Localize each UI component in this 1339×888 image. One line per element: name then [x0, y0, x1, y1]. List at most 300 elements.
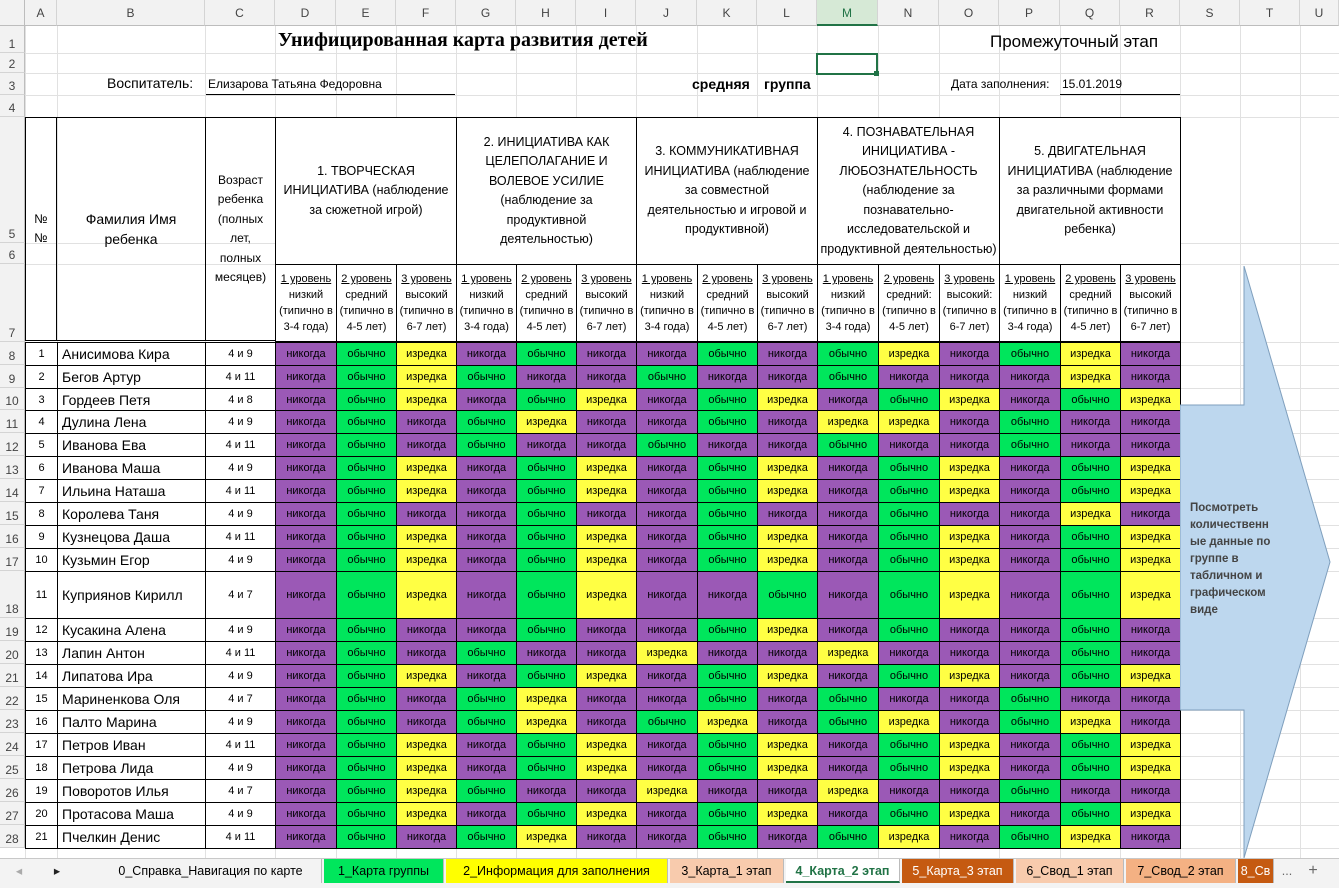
- observation-cell[interactable]: изредка: [939, 664, 1000, 688]
- observation-cell[interactable]: никогда: [1120, 502, 1181, 526]
- row-number-cell[interactable]: 5: [25, 433, 58, 457]
- observation-cell[interactable]: никогда: [757, 365, 818, 389]
- sheet-tab[interactable]: 6_Свод_1 этап: [1016, 859, 1124, 883]
- column-header-m[interactable]: M: [817, 0, 878, 26]
- observation-cell[interactable]: изредка: [817, 779, 879, 803]
- observation-cell[interactable]: изредка: [1120, 571, 1181, 619]
- observation-cell[interactable]: изредка: [1120, 479, 1181, 503]
- observation-cell[interactable]: обычно: [878, 571, 940, 619]
- row-header[interactable]: 9: [0, 365, 25, 388]
- observation-cell[interactable]: никогда: [636, 756, 698, 780]
- row-header[interactable]: 10: [0, 388, 25, 410]
- observation-cell[interactable]: никогда: [636, 410, 698, 434]
- row-header[interactable]: 20: [0, 641, 25, 664]
- observation-cell[interactable]: изредка: [1120, 388, 1181, 411]
- arrow-text-line[interactable]: группе в: [1190, 553, 1239, 565]
- observation-cell[interactable]: обычно: [697, 548, 758, 572]
- observation-cell[interactable]: обычно: [456, 687, 517, 711]
- row-header[interactable]: 14: [0, 479, 25, 502]
- observation-cell[interactable]: изредка: [396, 365, 457, 389]
- observation-cell[interactable]: обычно: [697, 479, 758, 503]
- column-header-s[interactable]: S: [1180, 0, 1240, 26]
- column-header-o[interactable]: O: [939, 0, 999, 26]
- observation-cell[interactable]: никогда: [456, 756, 517, 780]
- observation-cell[interactable]: изредка: [757, 733, 818, 757]
- observation-cell[interactable]: обычно: [456, 710, 517, 734]
- observation-cell[interactable]: обычно: [336, 388, 397, 411]
- observation-cell[interactable]: обычно: [336, 525, 397, 549]
- observation-cell[interactable]: никогда: [275, 687, 337, 711]
- observation-cell[interactable]: обычно: [516, 733, 577, 757]
- observation-cell[interactable]: обычно: [336, 641, 397, 665]
- observation-cell[interactable]: изредка: [878, 410, 940, 434]
- child-name-cell[interactable]: Липатова Ира: [57, 664, 206, 688]
- observation-cell[interactable]: изредка: [757, 479, 818, 503]
- sheet-tab[interactable]: 5_Карта_3 этап: [902, 859, 1014, 883]
- observation-cell[interactable]: никогда: [1120, 618, 1181, 642]
- observation-cell[interactable]: никогда: [275, 618, 337, 642]
- observation-cell[interactable]: изредка: [939, 525, 1000, 549]
- observation-cell[interactable]: никогда: [396, 825, 457, 849]
- row-header[interactable]: 7: [0, 264, 25, 342]
- observation-cell[interactable]: никогда: [275, 641, 337, 665]
- observation-cell[interactable]: никогда: [275, 710, 337, 734]
- observation-cell[interactable]: никогда: [1060, 779, 1121, 803]
- column-header-k[interactable]: K: [697, 0, 757, 26]
- observation-cell[interactable]: обычно: [336, 479, 397, 503]
- observation-cell[interactable]: никогда: [1120, 365, 1181, 389]
- observation-cell[interactable]: обычно: [878, 388, 940, 411]
- observation-cell[interactable]: никогда: [396, 710, 457, 734]
- child-age-cell[interactable]: 4 и 11: [205, 525, 276, 549]
- observation-cell[interactable]: никогда: [999, 388, 1061, 411]
- observation-cell[interactable]: никогда: [697, 779, 758, 803]
- observation-cell[interactable]: обычно: [516, 479, 577, 503]
- row-header[interactable]: 26: [0, 779, 25, 802]
- observation-cell[interactable]: никогда: [817, 388, 879, 411]
- observation-cell[interactable]: изредка: [1060, 825, 1121, 849]
- observation-cell[interactable]: никогда: [636, 342, 698, 366]
- observation-cell[interactable]: изредка: [576, 456, 637, 480]
- observation-cell[interactable]: изредка: [817, 410, 879, 434]
- column-header-d[interactable]: D: [275, 0, 336, 26]
- row-number-cell[interactable]: 8: [25, 502, 58, 526]
- row-number-cell[interactable]: 10: [25, 548, 58, 572]
- observation-cell[interactable]: обычно: [456, 779, 517, 803]
- observation-cell[interactable]: обычно: [516, 571, 577, 619]
- observation-cell[interactable]: изредка: [576, 802, 637, 826]
- observation-cell[interactable]: изредка: [1120, 733, 1181, 757]
- observation-cell[interactable]: изредка: [1060, 502, 1121, 526]
- observation-cell[interactable]: обычно: [516, 756, 577, 780]
- row-number-cell[interactable]: 2: [25, 365, 58, 389]
- observation-cell[interactable]: обычно: [757, 571, 818, 619]
- observation-cell[interactable]: обычно: [697, 502, 758, 526]
- observation-cell[interactable]: никогда: [636, 479, 698, 503]
- row-number-cell[interactable]: 9: [25, 525, 58, 549]
- row-number-cell[interactable]: 4: [25, 410, 58, 434]
- observation-cell[interactable]: обычно: [999, 710, 1061, 734]
- row-number-cell[interactable]: 6: [25, 456, 58, 480]
- observation-cell[interactable]: никогда: [878, 779, 940, 803]
- column-header-a[interactable]: A: [25, 0, 57, 26]
- observation-cell[interactable]: обычно: [336, 664, 397, 688]
- column-header-p[interactable]: P: [999, 0, 1060, 26]
- observation-cell[interactable]: никогда: [275, 388, 337, 411]
- child-name-cell[interactable]: Лапин Антон: [57, 641, 206, 665]
- observation-cell[interactable]: обычно: [999, 433, 1061, 457]
- child-age-cell[interactable]: 4 и 7: [205, 779, 276, 803]
- observation-cell[interactable]: никогда: [939, 710, 1000, 734]
- add-sheet-button[interactable]: +: [1308, 862, 1318, 879]
- observation-cell[interactable]: никогда: [456, 802, 517, 826]
- observation-cell[interactable]: изредка: [697, 710, 758, 734]
- child-name-cell[interactable]: Бегов Артур: [57, 365, 206, 389]
- child-name-cell[interactable]: Петров Иван: [57, 733, 206, 757]
- child-age-cell[interactable]: 4 и 7: [205, 571, 276, 619]
- observation-cell[interactable]: никогда: [576, 825, 637, 849]
- observation-cell[interactable]: никогда: [999, 756, 1061, 780]
- observation-cell[interactable]: обычно: [697, 525, 758, 549]
- row-header[interactable]: 19: [0, 618, 25, 641]
- observation-cell[interactable]: никогда: [1120, 825, 1181, 849]
- observation-cell[interactable]: обычно: [878, 733, 940, 757]
- tab-more-button[interactable]: ...: [1281, 864, 1293, 878]
- observation-cell[interactable]: никогда: [939, 618, 1000, 642]
- column-header-g[interactable]: G: [456, 0, 516, 26]
- observation-cell[interactable]: никогда: [817, 548, 879, 572]
- observation-cell[interactable]: изредка: [396, 456, 457, 480]
- child-age-cell[interactable]: 4 и 9: [205, 410, 276, 434]
- observation-cell[interactable]: никогда: [576, 710, 637, 734]
- observation-cell[interactable]: никогда: [396, 618, 457, 642]
- observation-cell[interactable]: никогда: [999, 548, 1061, 572]
- observation-cell[interactable]: обычно: [336, 456, 397, 480]
- observation-cell[interactable]: никогда: [1060, 410, 1121, 434]
- observation-cell[interactable]: никогда: [817, 802, 879, 826]
- child-age-cell[interactable]: 4 и 9: [205, 502, 276, 526]
- arrow-text[interactable]: [1190, 500, 1285, 619]
- observation-cell[interactable]: никогда: [456, 456, 517, 480]
- observation-cell[interactable]: никогда: [999, 456, 1061, 480]
- observation-cell[interactable]: никогда: [576, 779, 637, 803]
- child-name-cell[interactable]: Протасова Маша: [57, 802, 206, 826]
- observation-cell[interactable]: изредка: [939, 548, 1000, 572]
- observation-cell[interactable]: обычно: [456, 433, 517, 457]
- observation-cell[interactable]: изредка: [396, 664, 457, 688]
- observation-cell[interactable]: изредка: [878, 825, 940, 849]
- column-header-r[interactable]: R: [1120, 0, 1180, 26]
- column-header-f[interactable]: F: [396, 0, 456, 26]
- observation-cell[interactable]: никогда: [396, 502, 457, 526]
- observation-cell[interactable]: никогда: [456, 342, 517, 366]
- observation-cell[interactable]: никогда: [275, 802, 337, 826]
- observation-cell[interactable]: никогда: [757, 502, 818, 526]
- observation-cell[interactable]: никогда: [636, 687, 698, 711]
- observation-cell[interactable]: изредка: [757, 388, 818, 411]
- observation-cell[interactable]: никогда: [878, 365, 940, 389]
- observation-cell[interactable]: никогда: [817, 502, 879, 526]
- observation-cell[interactable]: изредка: [939, 571, 1000, 619]
- observation-cell[interactable]: никогда: [697, 641, 758, 665]
- row-number-cell[interactable]: 20: [25, 802, 58, 826]
- observation-cell[interactable]: обычно: [516, 802, 577, 826]
- child-age-cell[interactable]: 4 и 9: [205, 664, 276, 688]
- observation-cell[interactable]: никогда: [456, 479, 517, 503]
- observation-cell[interactable]: обычно: [1060, 525, 1121, 549]
- observation-cell[interactable]: никогда: [516, 641, 577, 665]
- sheet-tab[interactable]: 8_Св: [1238, 859, 1274, 883]
- observation-cell[interactable]: обычно: [336, 687, 397, 711]
- observation-cell[interactable]: обычно: [878, 525, 940, 549]
- row-header[interactable]: 24: [0, 733, 25, 756]
- arrow-text-line[interactable]: количественн: [1190, 519, 1269, 531]
- child-age-cell[interactable]: 4 и 9: [205, 802, 276, 826]
- observation-cell[interactable]: никогда: [636, 502, 698, 526]
- observation-cell[interactable]: обычно: [456, 825, 517, 849]
- observation-cell[interactable]: изредка: [1120, 525, 1181, 549]
- observation-cell[interactable]: изредка: [576, 479, 637, 503]
- observation-cell[interactable]: никогда: [939, 825, 1000, 849]
- observation-cell[interactable]: никогда: [939, 502, 1000, 526]
- observation-cell[interactable]: обычно: [999, 779, 1061, 803]
- observation-cell[interactable]: изредка: [576, 733, 637, 757]
- observation-cell[interactable]: обычно: [336, 433, 397, 457]
- child-name-cell[interactable]: Мариненкова Оля: [57, 687, 206, 711]
- observation-cell[interactable]: обычно: [697, 687, 758, 711]
- observation-cell[interactable]: никогда: [275, 410, 337, 434]
- observation-cell[interactable]: никогда: [275, 365, 337, 389]
- observation-cell[interactable]: изредка: [939, 388, 1000, 411]
- observation-cell[interactable]: никогда: [576, 433, 637, 457]
- observation-cell[interactable]: изредка: [396, 525, 457, 549]
- observation-cell[interactable]: никогда: [1120, 687, 1181, 711]
- observation-cell[interactable]: изредка: [636, 779, 698, 803]
- observation-cell[interactable]: никогда: [275, 779, 337, 803]
- row-header[interactable]: 28: [0, 825, 25, 848]
- observation-cell[interactable]: изредка: [576, 525, 637, 549]
- observation-cell[interactable]: никогда: [697, 365, 758, 389]
- observation-cell[interactable]: обычно: [817, 342, 879, 366]
- observation-cell[interactable]: обычно: [999, 825, 1061, 849]
- row-header[interactable]: 18: [0, 571, 25, 618]
- observation-cell[interactable]: обычно: [456, 641, 517, 665]
- observation-cell[interactable]: никогда: [275, 664, 337, 688]
- observation-cell[interactable]: никогда: [576, 641, 637, 665]
- observation-cell[interactable]: никогда: [939, 433, 1000, 457]
- observation-cell[interactable]: никогда: [456, 618, 517, 642]
- observation-cell[interactable]: изредка: [817, 641, 879, 665]
- observation-cell[interactable]: изредка: [757, 548, 818, 572]
- row-header[interactable]: 22: [0, 687, 25, 710]
- observation-cell[interactable]: обычно: [817, 825, 879, 849]
- observation-cell[interactable]: изредка: [757, 618, 818, 642]
- observation-cell[interactable]: никогда: [275, 433, 337, 457]
- observation-cell[interactable]: изредка: [939, 802, 1000, 826]
- observation-cell[interactable]: никогда: [999, 479, 1061, 503]
- observation-cell[interactable]: никогда: [636, 456, 698, 480]
- observation-cell[interactable]: обычно: [516, 388, 577, 411]
- child-age-cell[interactable]: 4 и 11: [205, 365, 276, 389]
- row-header[interactable]: 12: [0, 433, 25, 456]
- observation-cell[interactable]: никогда: [636, 618, 698, 642]
- observation-cell[interactable]: никогда: [817, 733, 879, 757]
- row-header[interactable]: 15: [0, 502, 25, 525]
- child-age-cell[interactable]: 4 и 11: [205, 825, 276, 849]
- observation-cell[interactable]: изредка: [1120, 456, 1181, 480]
- observation-cell[interactable]: никогда: [939, 410, 1000, 434]
- row-header[interactable]: 16: [0, 525, 25, 548]
- observation-cell[interactable]: никогда: [1120, 342, 1181, 366]
- observation-cell[interactable]: обычно: [1060, 664, 1121, 688]
- observation-cell[interactable]: изредка: [576, 548, 637, 572]
- column-header-n[interactable]: N: [878, 0, 939, 26]
- observation-cell[interactable]: обычно: [516, 456, 577, 480]
- row-header[interactable]: 3: [0, 73, 25, 95]
- observation-cell[interactable]: никогда: [456, 571, 517, 619]
- observation-cell[interactable]: обычно: [336, 756, 397, 780]
- column-header-i[interactable]: I: [576, 0, 636, 26]
- observation-cell[interactable]: изредка: [757, 756, 818, 780]
- observation-cell[interactable]: обычно: [697, 756, 758, 780]
- row-number-cell[interactable]: 13: [25, 641, 58, 665]
- observation-cell[interactable]: никогда: [396, 410, 457, 434]
- observation-cell[interactable]: изредка: [576, 756, 637, 780]
- observation-cell[interactable]: обычно: [336, 365, 397, 389]
- observation-cell[interactable]: никогда: [275, 571, 337, 619]
- observation-cell[interactable]: обычно: [516, 502, 577, 526]
- observation-cell[interactable]: обычно: [516, 664, 577, 688]
- observation-cell[interactable]: обычно: [817, 433, 879, 457]
- observation-cell[interactable]: никогда: [275, 733, 337, 757]
- child-name-cell[interactable]: Дулина Лена: [57, 410, 206, 434]
- observation-cell[interactable]: обычно: [697, 802, 758, 826]
- child-age-cell[interactable]: 4 и 8: [205, 388, 276, 411]
- observation-cell[interactable]: никогда: [999, 525, 1061, 549]
- observation-cell[interactable]: никогда: [275, 548, 337, 572]
- observation-cell[interactable]: никогда: [757, 825, 818, 849]
- observation-cell[interactable]: изредка: [1060, 342, 1121, 366]
- observation-cell[interactable]: никогда: [396, 641, 457, 665]
- observation-cell[interactable]: изредка: [576, 388, 637, 411]
- row-header[interactable]: 8: [0, 342, 25, 365]
- observation-cell[interactable]: никогда: [1060, 433, 1121, 457]
- tab-scroll-left-icon[interactable]: ◂: [15, 864, 23, 878]
- observation-cell[interactable]: обычно: [878, 479, 940, 503]
- sheet-tab[interactable]: 2_Информация для заполнения: [446, 859, 668, 883]
- observation-cell[interactable]: никогда: [999, 502, 1061, 526]
- observation-cell[interactable]: обычно: [878, 548, 940, 572]
- observation-cell[interactable]: обычно: [1060, 479, 1121, 503]
- observation-cell[interactable]: никогда: [999, 802, 1061, 826]
- observation-cell[interactable]: никогда: [275, 525, 337, 549]
- observation-cell[interactable]: никогда: [939, 641, 1000, 665]
- row-header[interactable]: 2: [0, 53, 25, 73]
- observation-cell[interactable]: изредка: [1060, 710, 1121, 734]
- observation-cell[interactable]: изредка: [939, 756, 1000, 780]
- observation-cell[interactable]: никогда: [636, 802, 698, 826]
- observation-cell[interactable]: никогда: [1120, 433, 1181, 457]
- row-header[interactable]: 23: [0, 710, 25, 733]
- observation-cell[interactable]: обычно: [999, 687, 1061, 711]
- observation-cell[interactable]: обычно: [336, 802, 397, 826]
- observation-cell[interactable]: никогда: [516, 365, 577, 389]
- observation-cell[interactable]: обычно: [878, 802, 940, 826]
- observation-cell[interactable]: обычно: [336, 342, 397, 366]
- observation-cell[interactable]: изредка: [576, 571, 637, 619]
- observation-cell[interactable]: изредка: [396, 733, 457, 757]
- observation-cell[interactable]: изредка: [576, 664, 637, 688]
- observation-cell[interactable]: изредка: [636, 641, 698, 665]
- observation-cell[interactable]: обычно: [516, 548, 577, 572]
- row-header[interactable]: 5: [0, 117, 25, 243]
- observation-cell[interactable]: изредка: [396, 388, 457, 411]
- child-name-cell[interactable]: Поворотов Илья: [57, 779, 206, 803]
- observation-cell[interactable]: никогда: [576, 410, 637, 434]
- observation-cell[interactable]: никогда: [576, 502, 637, 526]
- child-name-cell[interactable]: Анисимова Кира: [57, 342, 206, 366]
- observation-cell[interactable]: никогда: [1060, 687, 1121, 711]
- child-name-cell[interactable]: Гордеев Петя: [57, 388, 206, 411]
- observation-cell[interactable]: изредка: [516, 825, 577, 849]
- child-name-cell[interactable]: Пчелкин Денис: [57, 825, 206, 849]
- observation-cell[interactable]: обычно: [336, 410, 397, 434]
- child-age-cell[interactable]: 4 и 9: [205, 342, 276, 366]
- arrow-text-line[interactable]: графическом: [1190, 587, 1266, 599]
- observation-cell[interactable]: обычно: [1060, 802, 1121, 826]
- observation-cell[interactable]: изредка: [878, 342, 940, 366]
- observation-cell[interactable]: никогда: [456, 502, 517, 526]
- observation-cell[interactable]: обычно: [1060, 548, 1121, 572]
- arrow-text-line[interactable]: Посмотреть: [1190, 502, 1259, 514]
- column-header-j[interactable]: J: [636, 0, 697, 26]
- child-name-cell[interactable]: Королева Таня: [57, 502, 206, 526]
- observation-cell[interactable]: обычно: [878, 502, 940, 526]
- observation-cell[interactable]: изредка: [757, 664, 818, 688]
- observation-cell[interactable]: обычно: [516, 618, 577, 642]
- observation-cell[interactable]: обычно: [636, 433, 698, 457]
- child-age-cell[interactable]: 4 и 9: [205, 456, 276, 480]
- observation-cell[interactable]: никогда: [878, 433, 940, 457]
- observation-cell[interactable]: обычно: [636, 365, 698, 389]
- observation-cell[interactable]: никогда: [636, 525, 698, 549]
- observation-cell[interactable]: никогда: [697, 571, 758, 619]
- observation-cell[interactable]: никогда: [817, 756, 879, 780]
- observation-cell[interactable]: изредка: [1120, 802, 1181, 826]
- observation-cell[interactable]: изредка: [396, 571, 457, 619]
- row-number-cell[interactable]: 18: [25, 756, 58, 780]
- child-name-cell[interactable]: Палто Марина: [57, 710, 206, 734]
- observation-cell[interactable]: никогда: [636, 388, 698, 411]
- observation-cell[interactable]: обычно: [697, 825, 758, 849]
- observation-cell[interactable]: никогда: [757, 710, 818, 734]
- observation-cell[interactable]: изредка: [1120, 664, 1181, 688]
- observation-cell[interactable]: изредка: [396, 756, 457, 780]
- observation-cell[interactable]: обычно: [878, 618, 940, 642]
- observation-cell[interactable]: обычно: [336, 571, 397, 619]
- sheet-tab[interactable]: 7_Свод_2 этап: [1126, 859, 1236, 883]
- row-number-cell[interactable]: 16: [25, 710, 58, 734]
- observation-cell[interactable]: изредка: [396, 548, 457, 572]
- child-age-cell[interactable]: 4 и 11: [205, 433, 276, 457]
- observation-cell[interactable]: никогда: [576, 687, 637, 711]
- observation-cell[interactable]: обычно: [697, 618, 758, 642]
- observation-cell[interactable]: обычно: [999, 342, 1061, 366]
- observation-cell[interactable]: обычно: [1060, 756, 1121, 780]
- row-number-cell[interactable]: 14: [25, 664, 58, 688]
- observation-cell[interactable]: никогда: [817, 571, 879, 619]
- observation-cell[interactable]: обычно: [456, 365, 517, 389]
